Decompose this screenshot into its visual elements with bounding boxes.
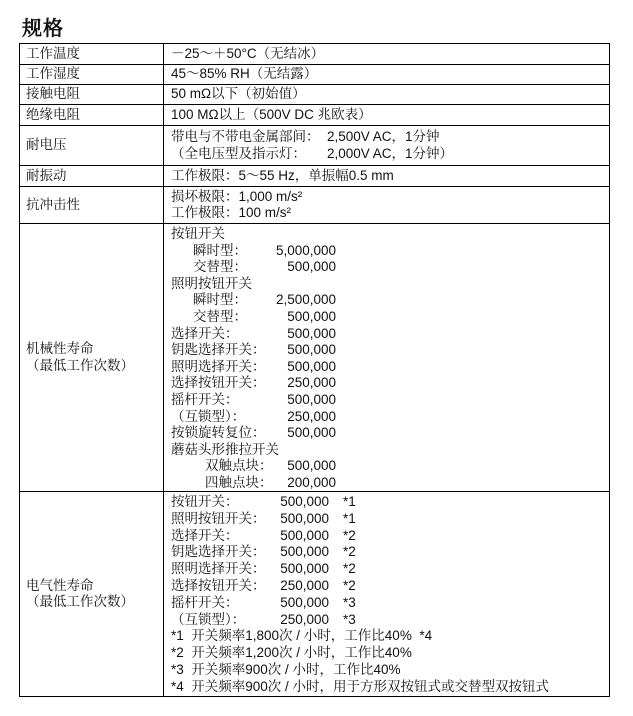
life-item-value: 500,000 bbox=[280, 561, 329, 577]
life-item bbox=[171, 292, 609, 309]
row-label: 绝缘电阻 bbox=[26, 106, 80, 122]
life-item-value: 5,000,000 bbox=[275, 242, 336, 258]
row-insulation-resistance bbox=[20, 104, 609, 125]
row-value bbox=[163, 492, 609, 696]
row-label: 耐电压 bbox=[26, 137, 67, 153]
mech-life-label-line-1: 机械性寿命 bbox=[26, 341, 94, 356]
life-item bbox=[171, 342, 609, 359]
life-item-name: 照明按钮开关 bbox=[171, 275, 252, 291]
life-item-value: 250,000 bbox=[280, 611, 329, 627]
life-item-name: 双触点块： bbox=[205, 458, 273, 474]
life-item-value: 250,000 bbox=[280, 577, 329, 593]
life-item-name: （互锁型）： bbox=[171, 611, 246, 627]
life-item-name: 摇杆开关： bbox=[171, 391, 239, 407]
page-title: 规格 bbox=[22, 18, 64, 40]
life-item bbox=[171, 544, 609, 561]
life-item bbox=[171, 442, 609, 459]
life-item bbox=[171, 375, 609, 392]
life-item bbox=[171, 259, 609, 276]
life-item-name: 交替型： bbox=[193, 259, 247, 275]
life-item-value: 200,000 bbox=[287, 474, 336, 490]
life-item-name: 照明选择开关： bbox=[171, 358, 266, 374]
life-item-name: 钥匙选择开关： bbox=[171, 342, 266, 358]
life-item bbox=[171, 243, 609, 260]
footnote-line: *1 开关频率1,800次 / 小时，工作比40% *4 bbox=[171, 628, 433, 644]
life-item-value: 2,500,000 bbox=[275, 292, 336, 308]
life-item-value: 250,000 bbox=[287, 408, 336, 424]
dielectric-line-2-value: 2,000V AC，1分钟） bbox=[327, 145, 454, 161]
life-item-value: 500,000 bbox=[287, 308, 336, 324]
life-item-value: 500,000 bbox=[287, 358, 336, 374]
life-item-value: 250,000 bbox=[287, 375, 336, 391]
life-item-value: 500,000 bbox=[280, 594, 329, 610]
life-item-value: 500,000 bbox=[287, 342, 336, 358]
dielectric-line-2 bbox=[171, 146, 609, 163]
life-item bbox=[171, 511, 609, 528]
footnote-marker: *1 bbox=[343, 510, 356, 526]
life-item-name: 按钮开关： bbox=[171, 494, 239, 509]
life-item bbox=[171, 561, 609, 578]
life-item-name: 按锁旋转复位： bbox=[171, 425, 266, 441]
life-item-name: 摇杆开关： bbox=[171, 594, 239, 610]
row-label bbox=[20, 492, 163, 696]
row-value: －25～＋50°C（无结冰） bbox=[163, 44, 609, 64]
footnote-marker: *2 bbox=[343, 544, 356, 560]
row-operating-humidity bbox=[20, 64, 609, 84]
life-item bbox=[171, 528, 609, 545]
life-item-value: 500,000 bbox=[280, 544, 329, 560]
shock-line-1: 损坏极限：1,000 m/s² bbox=[171, 188, 303, 204]
row-contact-resistance bbox=[20, 84, 609, 104]
life-item-value: 500,000 bbox=[287, 425, 336, 441]
life-item-name: （互锁型）： bbox=[171, 408, 246, 424]
life-item-name: 按钮开关 bbox=[171, 226, 225, 241]
row-operating-temperature bbox=[20, 44, 609, 64]
row-mechanical-life bbox=[20, 223, 609, 491]
row-label: 工作温度 bbox=[26, 45, 80, 61]
dielectric-line-1 bbox=[171, 129, 609, 146]
row-value bbox=[163, 224, 609, 491]
life-item-name: 选择开关： bbox=[171, 527, 239, 543]
life-item-name: 照明按钮开关： bbox=[171, 510, 266, 526]
mech-life-label-line-2: （最低工作次数） bbox=[26, 357, 134, 373]
life-item bbox=[171, 425, 609, 442]
row-label: 接触电阻 bbox=[26, 86, 80, 102]
footnote-marker: *2 bbox=[343, 527, 356, 543]
row-label: 抗冲击性 bbox=[26, 196, 80, 212]
life-item-value: 500,000 bbox=[280, 494, 329, 509]
row-electrical-life bbox=[20, 491, 609, 696]
life-item-name: 四触点块： bbox=[205, 474, 273, 490]
elec-life-label-line-2: （最低工作次数） bbox=[26, 594, 134, 609]
dielectric-line-1-name: 带电与不带电金属部间： bbox=[171, 129, 320, 144]
life-item bbox=[171, 578, 609, 595]
row-shock-resistance bbox=[20, 186, 609, 223]
footnote-marker: *2 bbox=[343, 577, 356, 593]
life-item-name: 照明选择开关： bbox=[171, 561, 266, 577]
footnote-marker: *2 bbox=[343, 561, 356, 577]
life-item bbox=[171, 494, 609, 511]
life-item-name: 交替型： bbox=[193, 308, 247, 324]
life-item-name: 选择开关： bbox=[171, 325, 239, 341]
life-item bbox=[171, 276, 609, 293]
row-dielectric-strength bbox=[20, 125, 609, 165]
dielectric-line-1-value: 2,500V AC，1分钟 bbox=[327, 129, 440, 144]
life-item bbox=[171, 475, 609, 492]
footnote-marker: *1 bbox=[343, 494, 356, 509]
row-vibration-resistance bbox=[20, 165, 609, 186]
life-item bbox=[171, 359, 609, 376]
life-item-value: 500,000 bbox=[287, 325, 336, 341]
row-label bbox=[20, 224, 163, 491]
life-item bbox=[171, 326, 609, 343]
spec-table bbox=[19, 43, 610, 697]
row-value: 45～85% RH（无结露） bbox=[163, 65, 609, 84]
shock-line-2: 工作极限：100 m/s² bbox=[171, 205, 292, 220]
life-item bbox=[171, 595, 609, 612]
row-label: 耐振动 bbox=[26, 167, 67, 183]
life-item-name: 蘑菇头形推拉开关 bbox=[171, 441, 279, 457]
row-value bbox=[163, 187, 609, 223]
life-item bbox=[171, 612, 609, 629]
life-item-name: 瞬时型： bbox=[193, 292, 247, 308]
life-item-name: 钥匙选择开关： bbox=[171, 544, 266, 560]
elec-life-label-line-1: 电气性寿命 bbox=[26, 577, 94, 593]
life-item bbox=[171, 226, 609, 243]
life-item-value: 500,000 bbox=[280, 527, 329, 543]
life-item-value: 500,000 bbox=[287, 458, 336, 474]
footnote-line: *4 开关频率900次 / 小时，用于方形双按钮式或交替型双按钮式 bbox=[171, 678, 550, 694]
footnote-marker: *3 bbox=[343, 594, 356, 610]
row-value: 50 mΩ以下（初始值） bbox=[163, 85, 609, 104]
life-item bbox=[171, 309, 609, 326]
life-item-value: 500,000 bbox=[287, 259, 336, 275]
life-item bbox=[171, 392, 609, 409]
row-value: 100 MΩ以上（500V DC 兆欧表） bbox=[163, 105, 609, 125]
footnote-line: *2 开关频率1,200次 / 小时，工作比40% bbox=[171, 645, 412, 661]
life-item bbox=[171, 409, 609, 426]
life-item-name: 瞬时型： bbox=[193, 242, 247, 258]
dielectric-line-2-name: （全电压型及指示灯： bbox=[171, 145, 306, 161]
life-item-name: 选择按钮开关： bbox=[171, 577, 266, 593]
footnote-marker: *3 bbox=[343, 611, 356, 627]
footnote-line: *3 开关频率900次 / 小时，工作比40% bbox=[171, 661, 401, 677]
life-item-value: 500,000 bbox=[280, 510, 329, 526]
life-item bbox=[171, 458, 609, 475]
life-item-value: 500,000 bbox=[287, 391, 336, 407]
row-label: 工作湿度 bbox=[26, 66, 80, 82]
life-item-name: 选择按钮开关： bbox=[171, 375, 266, 391]
row-value bbox=[163, 126, 609, 165]
row-value: 工作极限：5～55 Hz，单振幅0.5 mm bbox=[163, 166, 609, 186]
